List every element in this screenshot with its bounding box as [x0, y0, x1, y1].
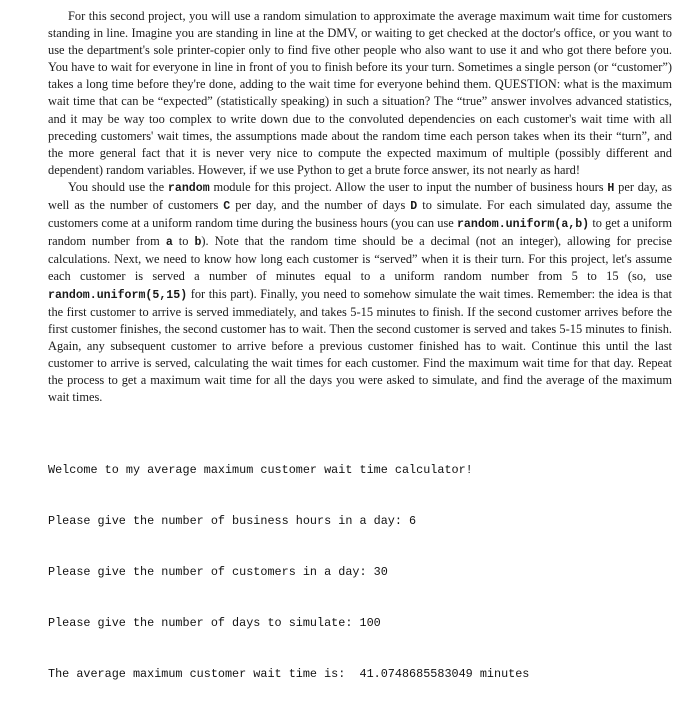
text-span: per day, and the number of days	[230, 198, 411, 213]
intro-paragraph: For this second project, you will use a random simulation to approximate the average maximum wait time for customers standing in line. Imagine you are standing in line at the DMV, or waiting to get checked at the doctor's office, or you want to use the department's sole printer-copier only to find five other people who also want to use it and who got there before you. You have to wait for everyone in line in front of you to finish before its your turn. Sometimes a single person (or “customer”) takes a long time before they're done, adding to the wait time for everyone behind them. QUESTION: what is the maximum wait time that can be “expected” (statistically speaking) in such a situation? The “true” answer involves advanced statistics, and it may be way too complex to write down due to the convoluted dependencies on each customer's wait time with all preceding customers' wait times, the assumptions made about the random time each person takes when its their “turn”, and the more general fact that it is never very nice to compute the expected maximum of multiple (possibly different and dependent) random variables. However, if we use Python to get a brute force answer, its not nearly as hard!	[48, 9, 672, 177]
text-span: per day, as well as the number of customers	[48, 179, 673, 213]
console-output	[48, 428, 672, 717]
console-customers-line: Please give the number of customers in a day: 30	[48, 565, 388, 580]
console-result-line: The average maximum customer wait time is: 41.0748685583049 minutes	[48, 667, 530, 682]
text-span: to get a uniform random number from	[48, 216, 672, 249]
console-welcome-line: Welcome to my average maximum customer wait time calculator!	[48, 463, 473, 478]
code-random-module: random	[167, 181, 210, 195]
text-span: for this part). Finally, you need to somehow simulate the wait times. Remember: the idea is that the first customer to arrive is served immediately, and takes 5-15 minutes to finish. If the second customer arrives before the first customer finishes, the second customer has to wait. Then the second customer is served and takes 5-15 minutes to finish. Again, any subsequent customer to arrive before a previous customer finished has to wait. Continue this until the last customer to arrive is served, calculating the wait times for each customer. Find the maximum wait time for that day. Repeat the process to get a maximum wait time for all the days you were asked to simulate, and find the average of the maximum wait times.	[48, 286, 672, 405]
document-page	[48, 8, 672, 717]
code-days-variable: D	[410, 200, 418, 214]
instructions-paragraph	[48, 179, 672, 406]
code-uniform-ab: random.uniform(a,b)	[456, 218, 590, 232]
text-span: You should use the	[68, 179, 168, 194]
code-uniform-5-15: random.uniform(5,15)	[48, 288, 188, 302]
code-hours-variable: H	[607, 181, 615, 195]
text-span: ). Note that the random time should be a decimal (not an integer), allowing for precise calculations. Next, we need to know how long each customer is “served” when it is their turn. For this project, let's assume each customer is served a number of minutes equal to a uniform random number from 5 to 15 (so, use	[48, 234, 673, 284]
text-span: module for this project. Allow the user to input the number of business hours	[209, 179, 608, 194]
text-span: to simulate. For each simulated day, assume the customers come at a uniform random time during the business hours (you can use	[48, 198, 672, 231]
console-hours-line: Please give the number of business hours in a day: 6	[48, 514, 417, 529]
code-b: b	[194, 236, 202, 250]
text-span: to	[172, 234, 195, 249]
code-a: a	[165, 236, 173, 250]
code-customers-variable: C	[223, 200, 231, 214]
console-days-line: Please give the number of days to simulate: 100	[48, 616, 381, 631]
